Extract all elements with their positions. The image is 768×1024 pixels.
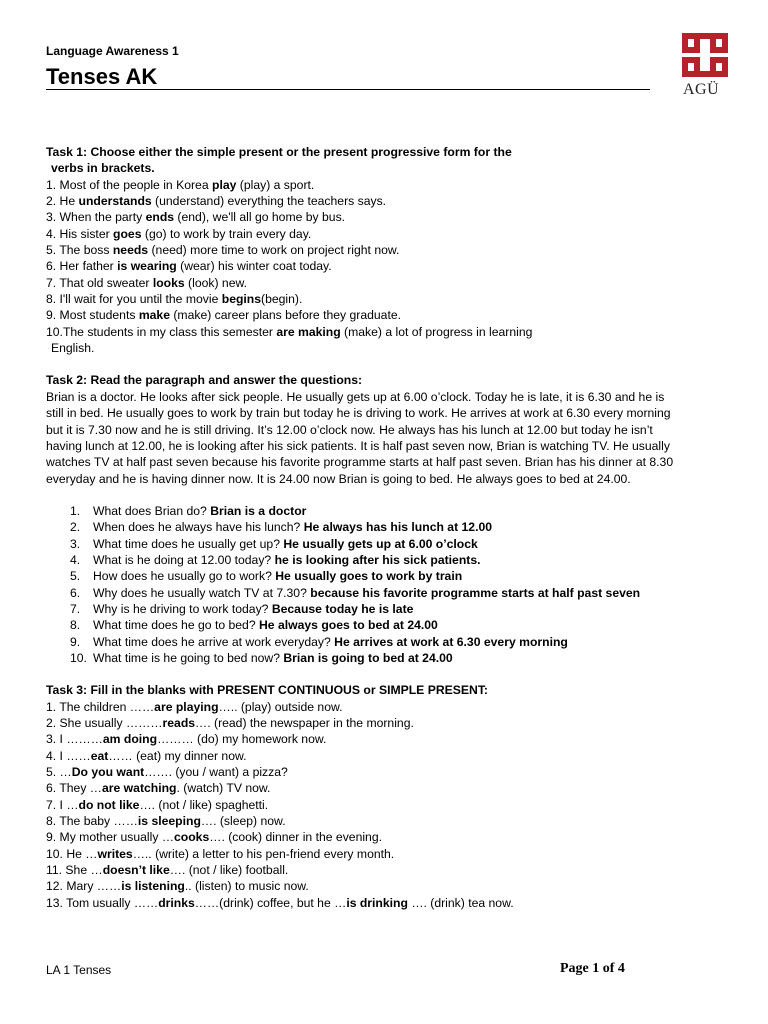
- task1-heading: Task 1: Choose either the simple present or the present progressive form for the: [46, 145, 512, 159]
- task1-list: [46, 177, 726, 340]
- list-item: [46, 846, 726, 862]
- task2-paragraph: [46, 389, 726, 487]
- answer-text: begins: [221, 292, 262, 307]
- question-number: 1.: [70, 503, 81, 518]
- paragraph-line: still in bed. He usually goes to work by train but today he is driving to work. He arrives at work at 6.30 every morning: [46, 406, 671, 421]
- answer-text: reads: [162, 716, 196, 730]
- question-item: [46, 634, 726, 650]
- list-item: [46, 731, 726, 747]
- list-item: [46, 258, 726, 274]
- item-text: (begin).: [261, 292, 303, 307]
- task1-item10-cont: English.: [51, 341, 95, 356]
- answer-text: is sleeping: [137, 814, 201, 829]
- item-text: ….. (play) outside now.: [218, 699, 343, 714]
- answer-text: cooks: [174, 830, 210, 845]
- question-text: Why is he driving to work today?: [93, 601, 272, 616]
- answer-text: understands: [78, 194, 152, 209]
- list-item: [46, 177, 726, 193]
- item-text: 9. My mother usually …: [46, 830, 175, 845]
- list-item: [46, 193, 726, 209]
- logo-text: AGÜ: [683, 81, 720, 98]
- item-text: 3. When the party: [46, 210, 146, 225]
- question-number: 5.: [70, 569, 81, 584]
- paragraph-line: having lunch at 12.00, he is looking after his sick patients. It is half past seven now, Brian is watching TV. He usually: [46, 438, 670, 453]
- answer-text: is listening: [121, 879, 185, 894]
- paragraph-line: Brian is a doctor. He looks after sick people. He usually gets up at 6.00 o’clock. Today he is late, it is 6.30 and he is: [46, 389, 665, 404]
- question-item: [46, 552, 726, 568]
- answer-text: is wearing: [117, 259, 177, 274]
- answer-text: writes: [97, 846, 133, 861]
- list-item: [46, 291, 726, 307]
- task1-heading-cont: verbs in brackets.: [51, 161, 155, 176]
- answer-text: he is looking after his sick patients.: [274, 552, 481, 567]
- item-text: 8. The baby ……: [46, 814, 138, 829]
- item-text: 7. That old sweater: [46, 275, 153, 290]
- question-item: [46, 503, 726, 519]
- item-text: (play) a sport.: [236, 177, 315, 192]
- answer-text: doesn’t like: [102, 863, 170, 878]
- list-item: [46, 275, 726, 291]
- list-item: [46, 813, 726, 829]
- answer-text: goes: [113, 226, 142, 241]
- task2-questions: [46, 503, 726, 666]
- question-text: Why does he usually watch TV at 7.30?: [93, 585, 311, 600]
- question-text: What does Brian do?: [93, 503, 211, 518]
- answer-text: make: [138, 308, 170, 323]
- item-text: (make) a lot of progress in learning: [340, 324, 533, 339]
- question-number: 9.: [70, 634, 81, 649]
- answer-text: Do you want: [71, 765, 145, 780]
- answer-text: am doing: [102, 732, 158, 747]
- list-item: [46, 862, 726, 878]
- item-text: 3. I ………: [46, 732, 103, 747]
- item-text: (understand) everything the teachers says.: [151, 194, 387, 209]
- item-text: …. (not / like) spaghetti.: [139, 797, 269, 812]
- question-text: What time does he usually get up?: [93, 536, 284, 551]
- question-text: How does he usually go to work?: [93, 569, 276, 584]
- item-text: …… (eat) my dinner now.: [108, 748, 247, 763]
- answer-text: are making: [276, 324, 341, 339]
- task3-list: [46, 699, 726, 895]
- item-text: 6. Her father: [46, 259, 118, 274]
- answer-text: eat: [90, 748, 109, 763]
- item-text: 4. I ……: [46, 748, 91, 763]
- answer-text: He always has his lunch at 12.00: [303, 520, 493, 535]
- question-text: When does he always have his lunch?: [93, 520, 304, 535]
- paragraph-line: but it is 7.30 now and he is still driving. It’s 12.00 o’clock now. He always has his lunch at 12.00 but today he isn’t: [46, 422, 653, 437]
- question-item: [46, 536, 726, 552]
- list-item: [46, 780, 726, 796]
- question-item: [46, 601, 726, 617]
- list-item: [46, 829, 726, 845]
- item-text: ….. (write) a letter to his pen-friend every month.: [132, 846, 395, 861]
- item-text: (look) new.: [184, 275, 247, 290]
- item-text: 12. Mary ……: [46, 879, 122, 894]
- question-text: What time does he go to bed?: [93, 618, 259, 633]
- question-item: [46, 519, 726, 535]
- item-text: ……. (you / want) a pizza?: [144, 765, 288, 780]
- item-text: 5. The boss: [46, 243, 113, 258]
- list-item: [46, 307, 726, 323]
- item-text: 6. They …: [46, 781, 102, 796]
- item-text: 10.The students in my class this semester: [46, 324, 277, 339]
- paragraph-line: everyday and he is having dinner now. It is 24.00 now Brian is going to bed. He always goes to bed at 24.00.: [46, 471, 631, 486]
- question-text: What time does he arrive at work everyday?: [93, 634, 335, 649]
- item-text: 2. She usually ………: [46, 716, 163, 730]
- list-item: [46, 748, 726, 764]
- answer-text: are watching: [102, 781, 177, 796]
- answer-text: because his favorite programme starts at half past seven: [310, 585, 641, 600]
- answer-text: are playing: [154, 699, 219, 714]
- list-item: [46, 764, 726, 780]
- answer-text: He always goes to bed at 24.00: [259, 618, 438, 633]
- answer-text: He arrives at work at 6.30 every morning: [334, 634, 568, 649]
- item-text: 4. His sister: [46, 226, 114, 241]
- paragraph-line: watches TV at half past seven because his favorite programme starts at half past seven. Brian has his dinner at 8.30: [46, 455, 674, 470]
- question-number: 4.: [70, 552, 81, 567]
- list-item: [46, 226, 726, 242]
- answer-text: do not like: [78, 797, 140, 812]
- item-text: 5. …: [46, 765, 72, 780]
- footer-doc-name: LA 1 Tenses: [46, 963, 112, 977]
- question-item: [46, 650, 726, 666]
- header-rule: [46, 89, 650, 90]
- question-number: 10.: [70, 650, 87, 665]
- answer-text: needs: [112, 243, 149, 258]
- item-text: (wear) his winter coat today.: [176, 259, 332, 274]
- list-item: [46, 324, 726, 340]
- header-subtitle: Language Awareness 1: [46, 44, 179, 58]
- answer-text: Because today he is late: [271, 601, 414, 616]
- question-item: [46, 585, 726, 601]
- item-text: …. (sleep) now.: [200, 814, 286, 829]
- question-number: 3.: [70, 536, 81, 551]
- question-number: 8.: [70, 618, 81, 633]
- question-number: 6.: [70, 585, 81, 600]
- item-text: 10. He …: [46, 846, 98, 861]
- item-text: . (watch) TV now.: [176, 781, 271, 796]
- item-text: (make) career plans before they graduate.: [169, 308, 401, 323]
- list-item: 13. Tom usually ……drinks……(drink) coffee, but he …is drinking …. (drink) tea now.: [46, 895, 514, 910]
- list-item: [46, 797, 726, 813]
- question-text: What time is he going to bed now?: [93, 650, 284, 665]
- question-item: [46, 568, 726, 584]
- list-item: [46, 699, 726, 715]
- item-text: ……… (do) my homework now.: [157, 732, 327, 747]
- item-text: (go) to work by train every day.: [141, 226, 312, 241]
- item-text: …. (not / like) football.: [169, 863, 289, 878]
- item-text: 8. I'll wait for you until the movie: [46, 292, 222, 307]
- list-item: [46, 715, 726, 731]
- item-text: .. (listen) to music now.: [184, 879, 309, 894]
- item-text: (end), we'll all go home by bus.: [174, 210, 346, 225]
- page-number: Page 1 of 4: [560, 961, 625, 976]
- answer-text: looks: [152, 275, 185, 290]
- item-text: (need) more time to work on project right now.: [148, 243, 400, 258]
- answer-text: Brian is a doctor: [210, 503, 307, 518]
- task2-heading: Task 2: Read the paragraph and answer the questions:: [46, 373, 363, 388]
- answer-text: He usually goes to work by train: [275, 569, 463, 584]
- question-text: What is he doing at 12.00 today?: [93, 552, 275, 567]
- agu-logo-icon: [680, 32, 730, 80]
- item-text: 2. He: [46, 194, 79, 209]
- document-body: [46, 144, 726, 911]
- answer-text: Brian is going to bed at 24.00: [283, 650, 453, 665]
- item-text: …. (cook) dinner in the evening.: [209, 830, 382, 845]
- item-text: 1. Most of the people in Korea: [46, 177, 212, 192]
- list-item: [46, 878, 726, 894]
- question-item: [46, 617, 726, 633]
- item-text: 9. Most students: [46, 308, 139, 323]
- question-number: 2.: [70, 520, 81, 535]
- page-title: Tenses AK: [46, 64, 158, 89]
- list-item: [46, 242, 726, 258]
- answer-text: play: [212, 177, 237, 192]
- answer-text: He usually gets up at 6.00 o’clock: [283, 536, 478, 551]
- item-text: 11. She …: [46, 863, 103, 878]
- item-text: 1. The children ……: [46, 699, 155, 714]
- item-text: …. (read) the newspaper in the morning.: [195, 716, 414, 730]
- item-text: 7. I …: [46, 797, 79, 812]
- task3-heading: Task 3: Fill in the blanks with PRESENT CONTINUOUS or SIMPLE PRESENT:: [46, 683, 488, 698]
- question-number: 7.: [70, 601, 81, 616]
- list-item: [46, 209, 726, 225]
- answer-text: ends: [145, 210, 175, 225]
